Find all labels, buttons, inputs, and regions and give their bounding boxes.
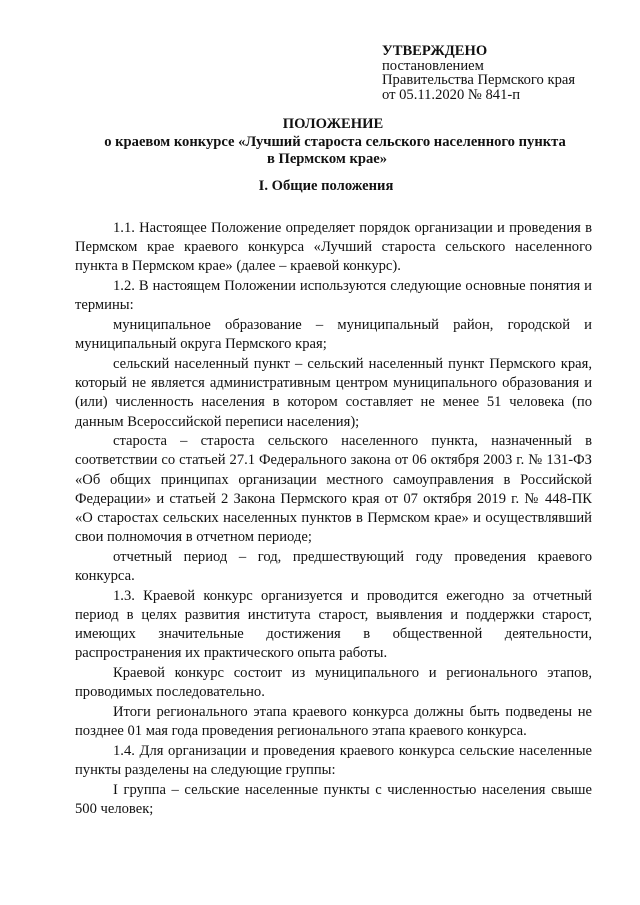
paragraph: муниципальное образование – муниципальный район, городской и муниципальный округа Пермского края; bbox=[75, 317, 592, 353]
title-subtitle-line: в Пермском крае» bbox=[266, 151, 388, 167]
approval-line: от 05.11.2020 № 841-п bbox=[382, 86, 521, 103]
paragraph: Краевой конкурс состоит из муниципального и регионального этапов, проводимых последовательно. bbox=[75, 665, 592, 701]
approval-heading: УТВЕРЖДЕНО bbox=[382, 43, 488, 59]
paragraph: 1.3. Краевой конкурс организуется и проводится ежегодно за отчетный период в целях развития института старост, выявления и поддержки старост, имеющих значительные достижения в общественной деятельности, распространения их практического опыта работы. bbox=[75, 587, 592, 662]
paragraph: Итоги регионального этапа краевого конкурса должны быть подведены не позднее 01 мая года проведения регионального этапа краевого конкурса. bbox=[75, 704, 592, 740]
approval-line: Правительства Пермского края bbox=[382, 72, 576, 88]
approval-line: постановлением bbox=[382, 57, 484, 74]
paragraph: I группа – сельские населенные пункты с численностью населения свыше 500 человек; bbox=[75, 781, 592, 818]
paragraph: 1.4. Для организации и проведения краевого конкурса сельские населенные пункты разделены на следующие группы: bbox=[75, 742, 592, 779]
document-body bbox=[75, 219, 592, 820]
title-subtitle-line: о краевом конкурсе «Лучший староста сельского населенного пункта bbox=[104, 133, 566, 150]
paragraph: 1.2. В настоящем Положении используются следующие основные понятия и термины: bbox=[75, 278, 592, 314]
section-heading: I. Общие положения bbox=[258, 178, 394, 194]
paragraph: отчетный период – год, предшествующий году проведения краевого конкурса. bbox=[75, 548, 592, 585]
title-main: ПОЛОЖЕНИЕ bbox=[282, 116, 384, 132]
paragraph: староста – староста сельского населенного пункта, назначенный в соответствии со статьей 27.1 Федерального закона от 06 октября 2003 г. № 131-ФЗ «Об общих принципах организации местного самоуправления в Российской Федерации» и статьей 2 Закона Пермского края от 07 октября 2019 г. № 448-ПК «О старостах сельских населенных пунктов в Пермском крае» и осуществлявший свои полномочия в отчетном периоде; bbox=[75, 433, 592, 546]
paragraph: сельский населенный пункт – сельский населенный пункт Пермского края, который не является административным центром муниципального образования и (или) численность населения в котором составляет не менее 51 человека (по данным Всероссийской переписи населения); bbox=[75, 355, 592, 430]
approval-stamp bbox=[382, 44, 575, 102]
paragraph: 1.1. Настоящее Положение определяет порядок организации и проведения в Пермском крае краевого конкурса «Лучший староста сельского населенного пункта в Пермском крае» (далее – краевой конкурс). bbox=[75, 220, 592, 275]
document-title bbox=[0, 116, 640, 169]
